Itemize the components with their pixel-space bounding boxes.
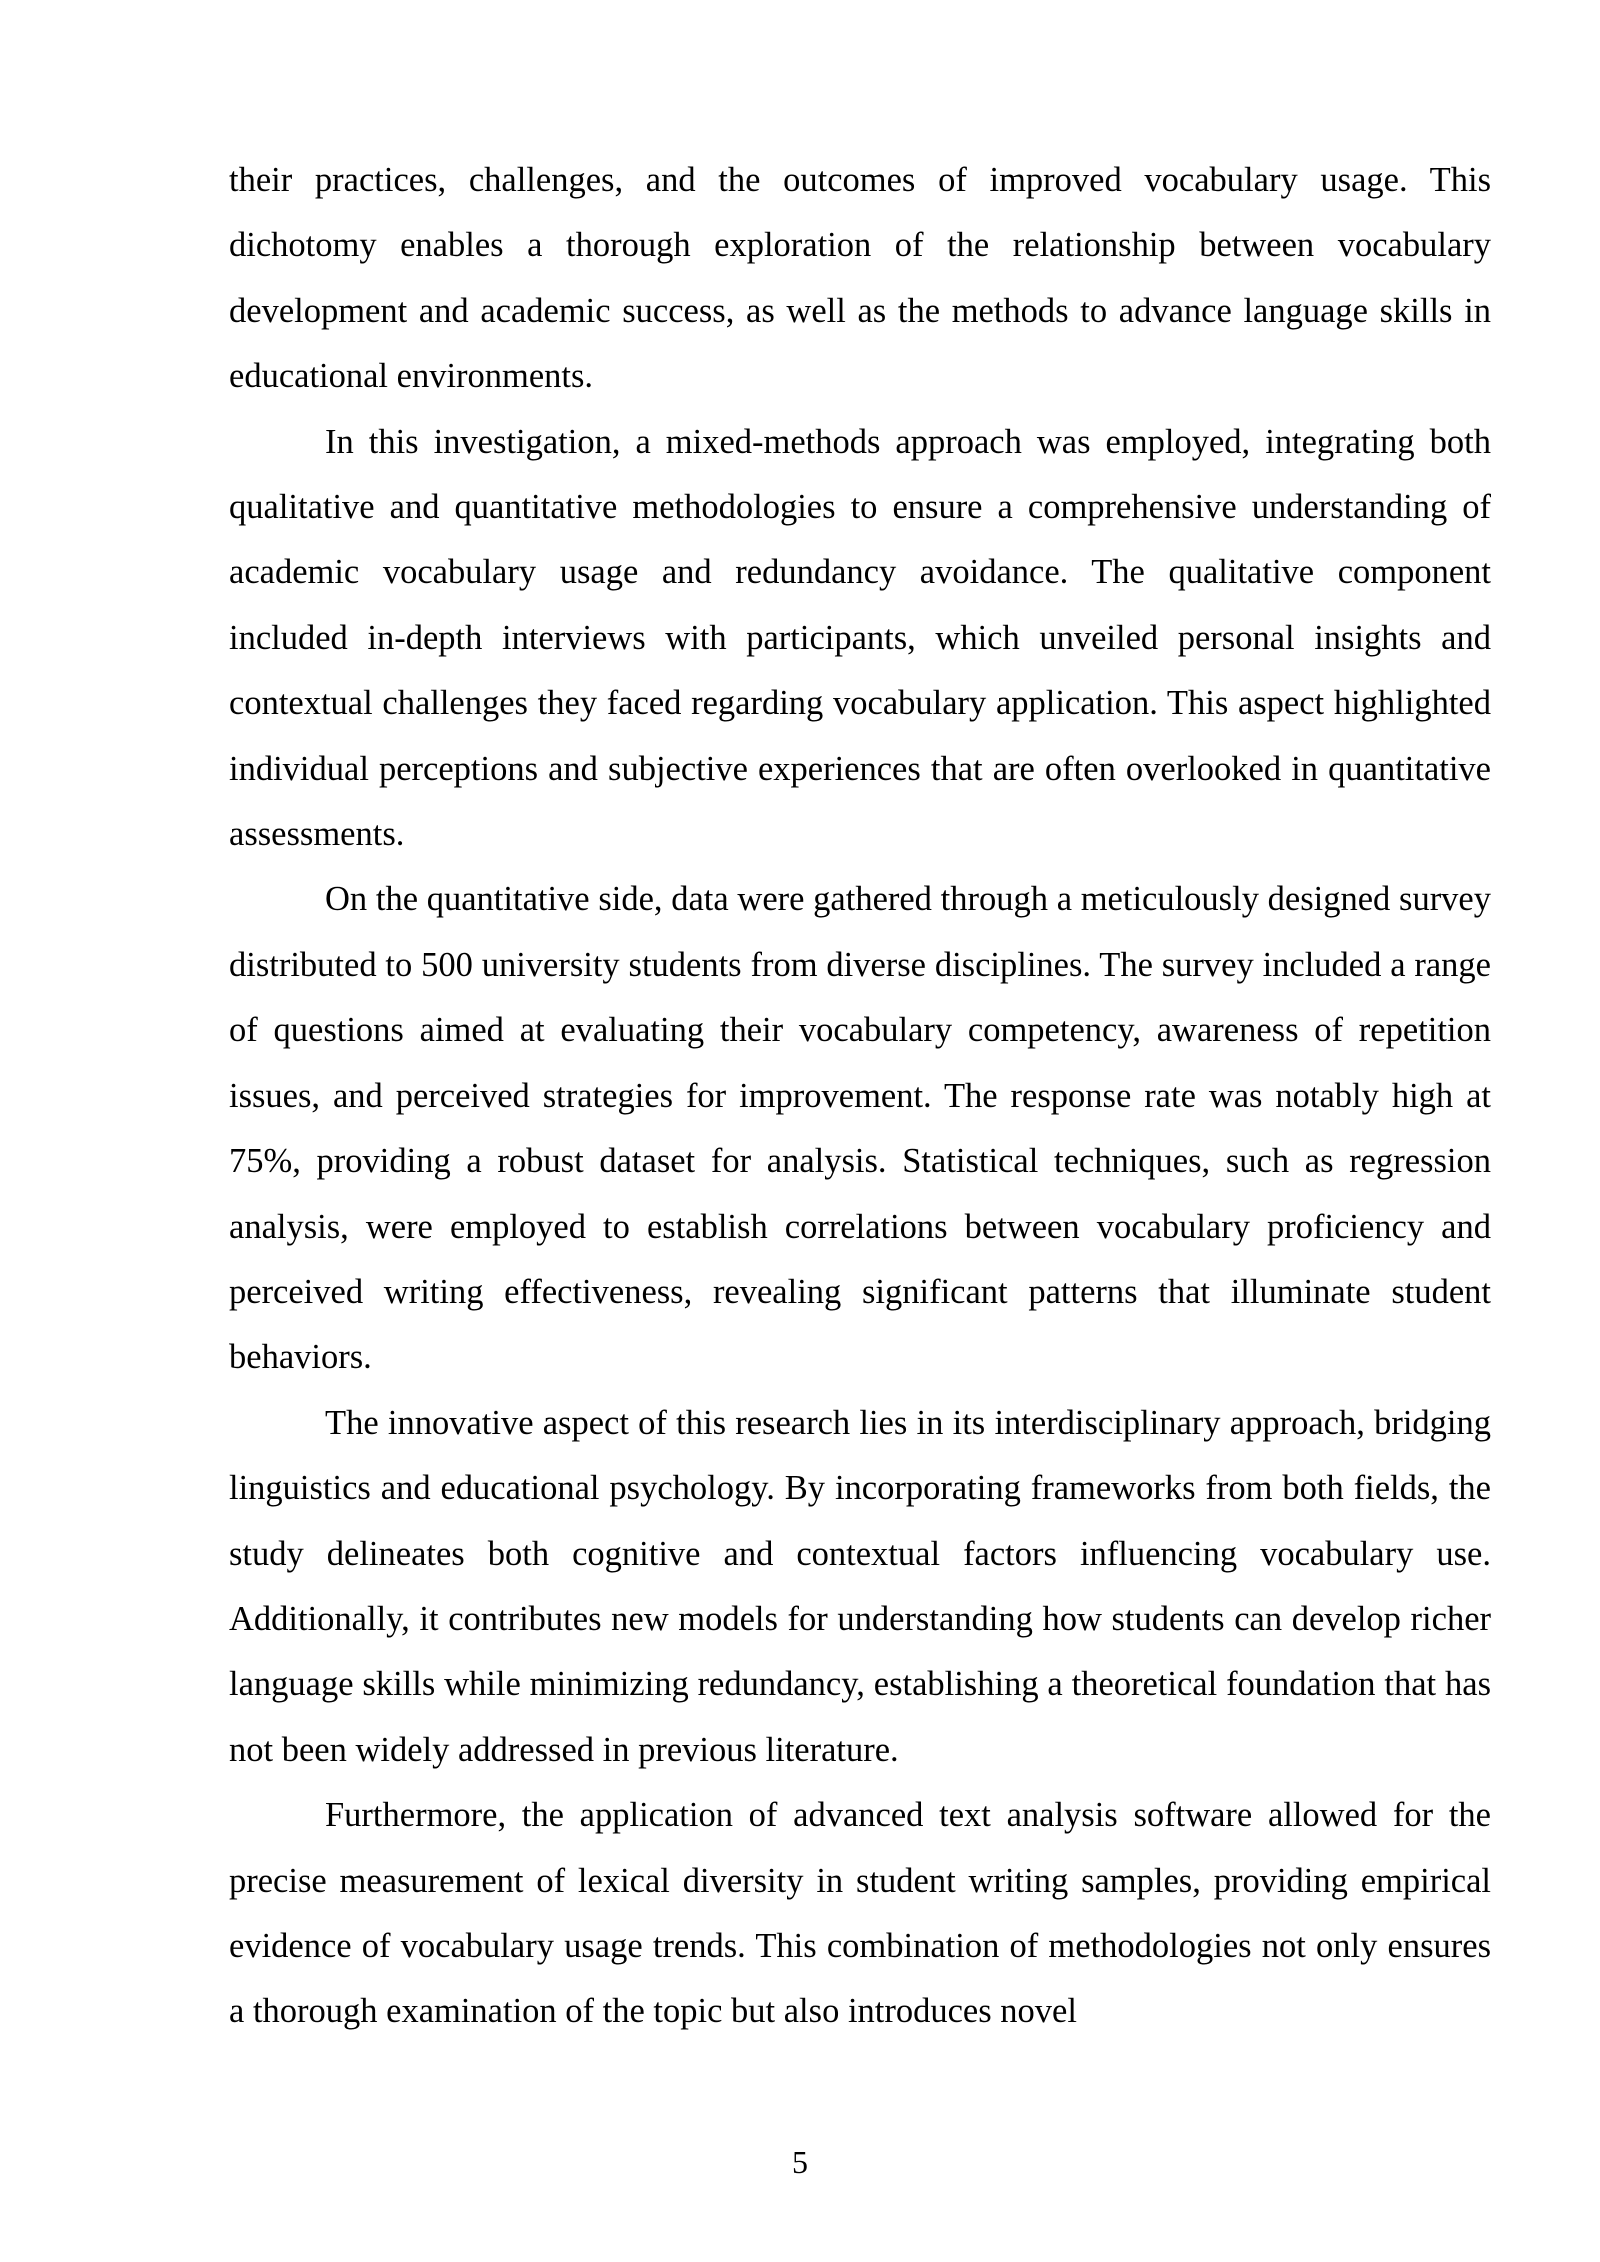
paragraph-innovative-aspect: The innovative aspect of this research lies in its interdisciplinary approach, bridging linguistics and educational psychology. By incorporating frameworks from both fields, the study delineates both cognitive and contextual factors influencing vocabulary use. Additionally, it contributes new models for understanding how students can develop richer language skills while minimizing redundancy, establishing a theoretical foundation that has not been widely addressed in previous literature. <box>229 1403 1491 1769</box>
paragraph-mixed-methods: In this investigation, a mixed-methods approach was employed, integrating both qualitative and quantitative methodologies to ensure a comprehensive understanding of academic vocabulary usage and redundancy avoidance. The qualitative component included in-depth interviews with participants, which unveiled personal insights and contextual challenges they faced regarding vocabulary application. This aspect highlighted individual perceptions and subjective experiences that are often overlooked in quantitative assessments. <box>229 422 1491 854</box>
body-text <box>229 148 1491 2045</box>
paragraph-quantitative: On the quantitative side, data were gathered through a meticulously designed survey distributed to 500 university students from diverse disciplines. The survey included a range of questions aimed at evaluating their vocabulary competency, awareness of repetition issues, and perceived strategies for improvement. The response rate was notably high at 75%, providing a robust dataset for analysis. Statistical techniques, such as regression analysis, were employed to establish correlations between vocabulary proficiency and perceived writing effectiveness, revealing significant patterns that illuminate student behaviors. <box>229 880 1491 1377</box>
paragraph-continued: their practices, challenges, and the outcomes of improved vocabulary usage. This dichotomy enables a thorough exploration of the relationship between vocabulary development and academic success, as well as the methods to advance language skills in educational environments. <box>229 161 1491 396</box>
paragraph-text-analysis: Furthermore, the application of advanced text analysis software allowed for the precise measurement of lexical diversity in student writing samples, providing empirical evidence of vocabulary usage trends. This combination of methodologies not only ensures a thorough examination of the topic but also introduces novel <box>229 1796 1491 2031</box>
page-number: 5 <box>792 2144 808 2180</box>
